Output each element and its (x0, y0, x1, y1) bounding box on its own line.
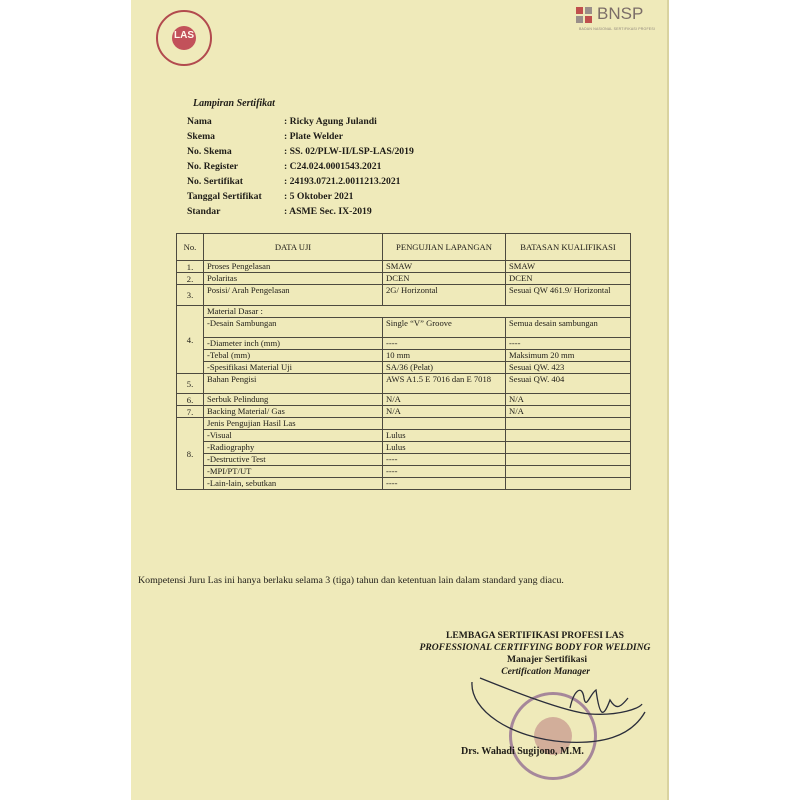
info-value: : ASME Sec. IX-2019 (284, 206, 372, 217)
info-key: No. Register (187, 161, 239, 172)
info-value: : Ricky Agung Julandi (284, 116, 377, 127)
table-row (177, 261, 631, 273)
info-key: Tanggal Sertifikat (187, 191, 262, 202)
cell-limit (506, 478, 631, 490)
header-pengujian-lapangan: PENGUJIAN LAPANGAN (383, 234, 506, 261)
cell-limit (506, 442, 631, 454)
cell-limit: Sesuai QW 461.9/ Horizontal (506, 285, 631, 306)
las-logo (156, 10, 212, 66)
cell-test: AWS A1.5 E 7016 dan E 7018 (383, 374, 506, 394)
cell-data: -Spesifikasi Material Uji (204, 362, 383, 374)
document-title: Lampiran Sertifikat (193, 98, 275, 109)
org-name-en: PROFESSIONAL CERTIFYING BODY FOR WELDING (419, 642, 651, 653)
row-number: 6. (177, 394, 204, 406)
cell-data: Polaritas (204, 273, 383, 285)
cell-test: ---- (383, 478, 506, 490)
cell-group-label: Jenis Pengujian Hasil Las (204, 418, 383, 430)
table-row (177, 394, 631, 406)
cell-data: -Lain-lain, sebutkan (204, 478, 383, 490)
cell-test: SA/36 (Pelat) (383, 362, 506, 374)
cell-test: ---- (383, 454, 506, 466)
cell-test: N/A (383, 394, 506, 406)
bnsp-mark-icon (575, 6, 593, 24)
bnsp-subtitle: BADAN NASIONAL SERTIFIKASI PROFESI (579, 27, 656, 31)
table-row (177, 285, 631, 306)
row-number: 1. (177, 261, 204, 273)
cell-data: -Diameter inch (mm) (204, 338, 383, 350)
cell-test: ---- (383, 338, 506, 350)
validity-statement: Kompetensi Juru Las ini hanya berlaku selama 3 (tiga) tahun dan ketentuan lain dalam standard yang diacu. (138, 575, 564, 586)
info-value: : 5 Oktober 2021 (284, 191, 354, 202)
table-row (177, 318, 631, 338)
cell-limit: Sesuai QW. 404 (506, 374, 631, 394)
las-logo-text: LAS (174, 30, 194, 41)
header-batasan-kualifikasi: BATASAN KUALIFIKASI (506, 234, 631, 261)
row-number: 7. (177, 406, 204, 418)
row-number: 2. (177, 273, 204, 285)
table-row (177, 418, 631, 430)
cell-test: Lulus (383, 442, 506, 454)
cell-limit (506, 466, 631, 478)
cell-test: DCEN (383, 273, 506, 285)
bnsp-name: BNSP (597, 4, 644, 23)
info-key: Standar (187, 206, 221, 217)
page-edge (667, 0, 669, 800)
cell-limit: Semua desain sambungan (506, 318, 631, 338)
cell-test: Single “V” Groove (383, 318, 506, 338)
cell-data: -Destructive Test (204, 454, 383, 466)
table-row (177, 442, 631, 454)
info-key: Nama (187, 116, 212, 127)
cell-data: -Visual (204, 430, 383, 442)
cell-data: -Desain Sambungan (204, 318, 383, 338)
cell-test: 10 mm (383, 350, 506, 362)
header-data-uji: DATA UJI (204, 234, 383, 261)
cell-limit: SMAW (506, 261, 631, 273)
info-value: : C24.024.0001543.2021 (284, 161, 382, 172)
cell-test: N/A (383, 406, 506, 418)
cell-limit: Maksimum 20 mm (506, 350, 631, 362)
info-value: : 24193.0721.2.0011213.2021 (284, 176, 401, 187)
cell-data: Serbuk Pelindung (204, 394, 383, 406)
handwritten-signature (470, 650, 660, 760)
cell-data: Proses Pengelasan (204, 261, 383, 273)
table-row (177, 454, 631, 466)
cell-limit: N/A (506, 394, 631, 406)
cell-group-label: Material Dasar : (204, 306, 631, 318)
cell-limit: N/A (506, 406, 631, 418)
info-key: No. Sertifikat (187, 176, 243, 187)
header-no: No. (177, 234, 204, 261)
cell-limit: Sesuai QW. 423 (506, 362, 631, 374)
row-number: 5. (177, 374, 204, 394)
cell-data: -Radiography (204, 442, 383, 454)
row-number: 8. (177, 418, 204, 490)
signer-name: Drs. Wahadi Sugijono, M.M. (461, 746, 584, 757)
cell-limit (506, 454, 631, 466)
row-number: 4. (177, 306, 204, 374)
table-row (177, 362, 631, 374)
info-key: Skema (187, 131, 215, 142)
cell-limit: DCEN (506, 273, 631, 285)
table-row (177, 350, 631, 362)
role-en: Certification Manager (501, 666, 590, 677)
role-id: Manajer Sertifikasi (506, 654, 587, 665)
cell-test: 2G/ Horizontal (383, 285, 506, 306)
cell-data: -Tebal (mm) (204, 350, 383, 362)
table-row (177, 374, 631, 394)
cell-data: -MPI/PT/UT (204, 466, 383, 478)
table-row (177, 406, 631, 418)
cell-limit: ---- (506, 338, 631, 350)
table-header-row (177, 234, 631, 261)
table-row (177, 306, 631, 318)
cell-limit (506, 418, 631, 430)
info-key: No. Skema (187, 146, 232, 157)
table-row (177, 478, 631, 490)
cell-limit (506, 430, 631, 442)
row-number: 3. (177, 285, 204, 306)
bnsp-logo (575, 4, 665, 34)
table-row (177, 273, 631, 285)
cell-data: Bahan Pengisi (204, 374, 383, 394)
info-value: : SS. 02/PLW-II/LSP-LAS/2019 (284, 146, 414, 157)
cell-data: Posisi/ Arah Pengelasan (204, 285, 383, 306)
cell-test: SMAW (383, 261, 506, 273)
info-value: : Plate Welder (284, 131, 344, 142)
cell-test (383, 418, 506, 430)
cell-test: ---- (383, 466, 506, 478)
org-name-id: LEMBAGA SERTIFIKASI PROFESI LAS (446, 630, 624, 641)
table-row (177, 338, 631, 350)
cell-data: Backing Material/ Gas (204, 406, 383, 418)
qualification-table (176, 233, 631, 490)
table-row (177, 466, 631, 478)
table-row (177, 430, 631, 442)
cell-test: Lulus (383, 430, 506, 442)
